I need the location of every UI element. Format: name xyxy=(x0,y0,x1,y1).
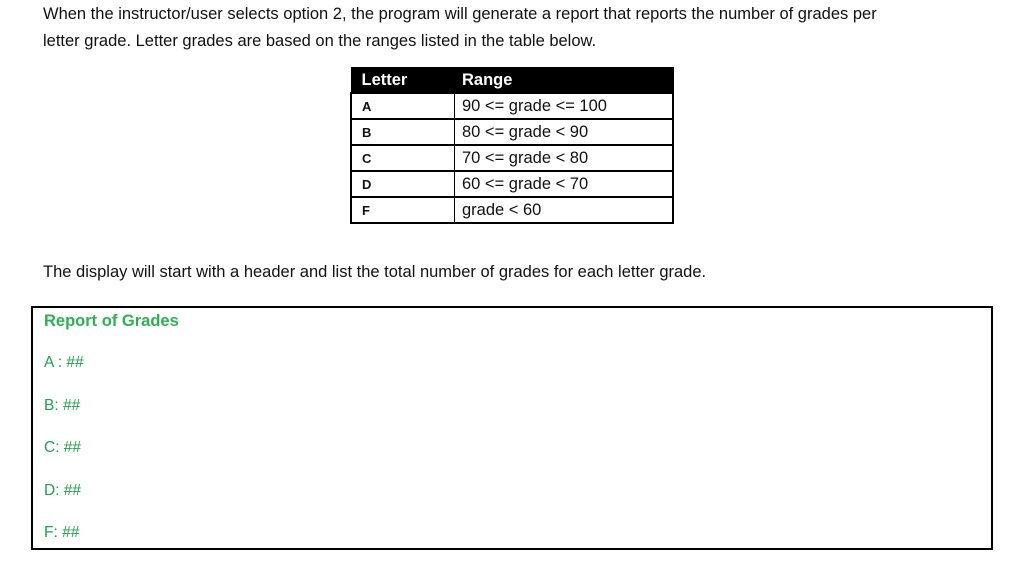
intro-line-2: letter grade. Letter grades are based on the ranges listed in the table below. xyxy=(43,32,597,50)
table-row xyxy=(351,119,673,145)
range-cell: 60 <= grade < 70 xyxy=(455,171,674,197)
letter-cell: F xyxy=(351,197,455,223)
range-column-header: Range xyxy=(455,68,674,94)
range-cell: 90 <= grade <= 100 xyxy=(455,93,674,119)
letter-cell: C xyxy=(351,145,455,171)
intro-line-1: When the instructor/user selects option 2, the program will generate a report that reports the number of grades per xyxy=(43,5,877,23)
letter-cell: B xyxy=(351,119,455,145)
report-line-d: D: ## xyxy=(44,482,82,499)
report-line-f: F: ## xyxy=(44,524,80,541)
table-header-row xyxy=(351,68,673,94)
table-row xyxy=(351,171,673,197)
letter-grade-table xyxy=(350,67,674,224)
report-title: Report of Grades xyxy=(44,312,179,330)
report-line-c: C: ## xyxy=(44,439,82,456)
table-row xyxy=(351,145,673,171)
range-cell: 80 <= grade < 90 xyxy=(455,119,674,145)
table-row xyxy=(351,93,673,119)
letter-column-header: Letter xyxy=(351,68,455,94)
report-line-a: A : ## xyxy=(44,354,84,371)
range-cell: grade < 60 xyxy=(455,197,674,223)
letter-cell: A xyxy=(351,93,455,119)
range-cell: 70 <= grade < 80 xyxy=(455,145,674,171)
report-line-b: B: ## xyxy=(44,397,81,414)
letter-cell: D xyxy=(351,171,455,197)
intro-paragraph xyxy=(43,1,993,55)
display-description: The display will start with a header and list the total number of grades for each letter grade. xyxy=(43,263,707,281)
table-row xyxy=(351,197,673,223)
report-output-box xyxy=(31,306,993,550)
